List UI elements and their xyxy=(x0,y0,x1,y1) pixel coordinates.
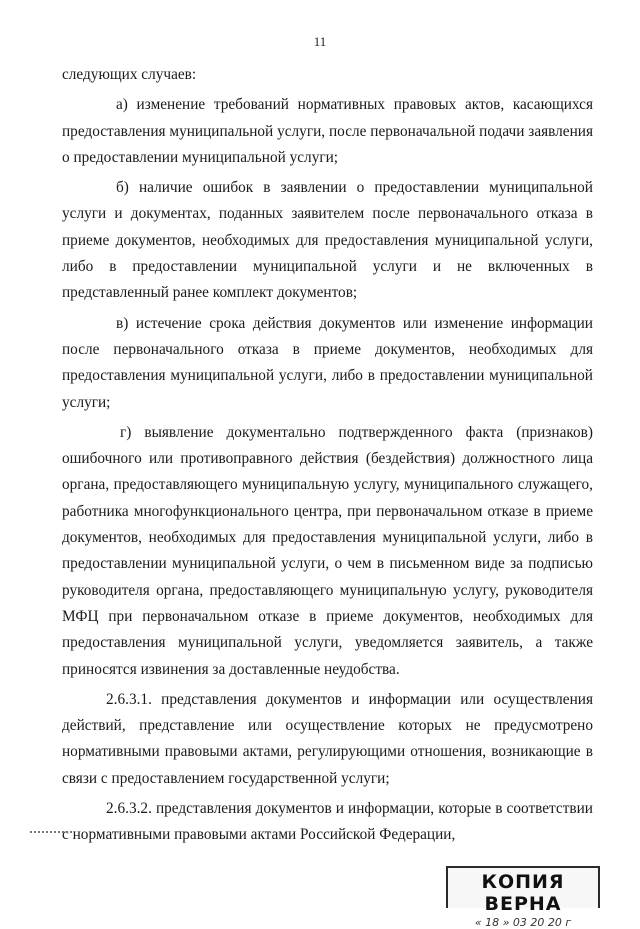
paragraph-item-b: б) наличие ошибок в заявлении о предоставлении муниципальной услуги и документах, поданных заявителем после первоначального отказа в приеме документов, необходимых для предоставления муниципальной услуги, либо в предоставлении муниципальной услуги и не включенных в представленный ранее комплект документов; xyxy=(62,179,593,302)
paragraph-intro: следующих случаев: xyxy=(62,66,197,83)
page-number: 11 xyxy=(313,34,327,49)
paragraph-item-v: в) истечение срока действия документов или изменение информации после первоначального отказа в приеме документов, необходимых для предоставления муниципальной услуги, либо в предоставлении муниципальной услуги; xyxy=(62,314,593,411)
paragraph-2-6-3-2: 2.6.3.2. представления документов и информации, которые в соответствии с нормативными правовыми актами Российской Федерации, xyxy=(62,800,593,844)
paragraph-2-6-3-1: 2.6.3.1. представления документов и информации или осуществления действий, представление или осуществление которых не предусмотрено нормативными правовыми актами, регулирующими отношения, возникающие в связи с предоставлением государственной услуги; xyxy=(62,690,593,787)
stamp-title: КОПИЯ ВЕРНА xyxy=(481,871,565,915)
paragraph-item-g: г) выявление документально подтвержденного факта (признаков) ошибочного или противоправного действия (бездействия) должностного лица органа, предоставляющего муниципальную услугу, муниципального служащего, работника многофункционального центра, при первоначальном отказе в приеме документов, необходимых для предоставления муниципальной услуги, либо в предоставлении муниципальной услуги, о чем в письменном виде за подписью руководителя органа, предоставляющего муниципальную услугу, руководителя МФЦ при первоначальном отказе в приеме документов, необходимых для предоставления муниципальной услуги, уведомляется заявитель, а также приносятся извинения за доставленные неудобства. xyxy=(62,423,593,678)
document-body xyxy=(62,62,593,849)
stamp-date: « 18 » 03 20 20 г xyxy=(474,916,572,929)
scan-artifact xyxy=(30,831,72,836)
paragraph-item-a: а) изменение требований нормативных правовых актов, касающихся предоставления муниципальной услуги, после первоначальной подачи заявления о предоставлении муниципальной услуги; xyxy=(62,96,593,166)
copy-certified-stamp xyxy=(446,866,600,929)
